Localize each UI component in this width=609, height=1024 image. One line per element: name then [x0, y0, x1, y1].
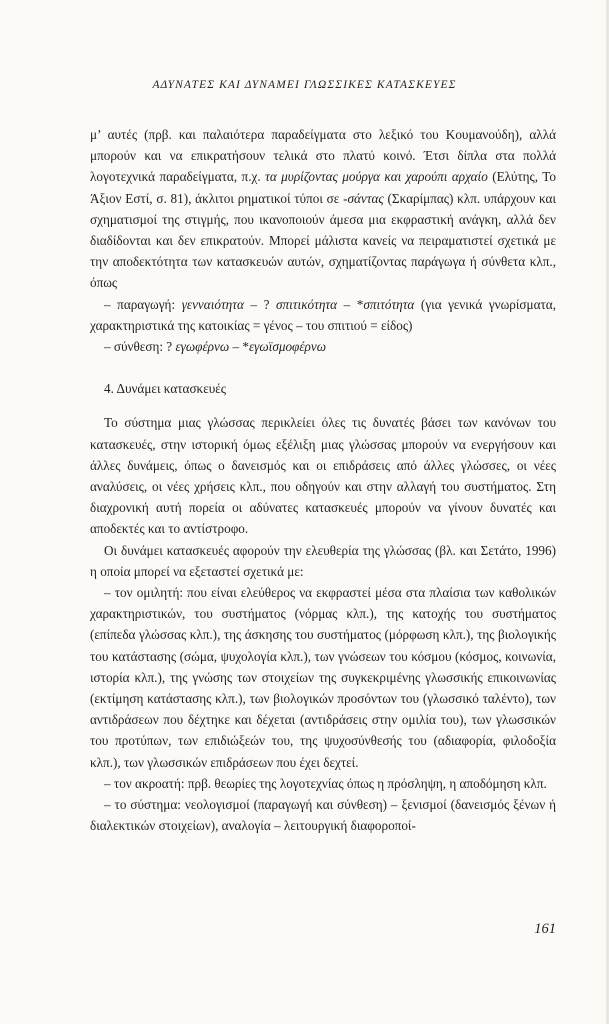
italic-word: γενναιότητα [181, 296, 244, 312]
paragraph-freedom: Οι δυνάμει κατασκευές αφορούν την ελευθερία της γλώσσας (βλ. και Σετάτο, 1996) η οποία μπορεί να εξεταστεί σχετικά με: [90, 542, 556, 579]
italic-quote: τα μυρίζοντας μούργα και χαρούπι αρχαίο [265, 169, 488, 185]
paragraph-system: Το σύστημα μιας γλώσσας περικλείει όλες τις δυνατές βάσει των κανόνων του κατασκευές, στην ιστορική όμως εξέλιξη μιας γλώσσας μπορούν να ενεργήσουν και άλλες δυνάμεις, όπως ο δανεισμός και οι επιδράσεις από άλλες γλώσσες, οι νέες αναλύσεις, οι νέες χρήσεις κλπ., που οδηγούν και στην αλλαγή του συστήματος. Στη διαχρονική αυτή πορεία οι αδύνατες κατασκευές μπορούν να γίνουν δυνατές και αποδεκτές και το αντίστροφο. [90, 415, 556, 537]
running-head: ΑΔΥΝΑΤΕΣ ΚΑΙ ΔΥΝΑΜΕΙ ΓΛΩΣΣΙΚΕΣ ΚΑΤΑΣΚΕΥΕΣ [152, 79, 457, 91]
page-body [90, 124, 556, 837]
example-item-derivation [90, 294, 556, 336]
text-run: – ? [243, 296, 277, 312]
text-run: μ’ αυτές (πρβ. και παλαιότερα παραδείγματα στο λεξικό του Κουμανούδη), αλλά μπορούν και να επικρατήσουν τελικά στο πλατύ κοινό. Έτσι δίπλα στα πολλά λογοτεχνικά παραδείγματα, π.χ. [90, 127, 556, 185]
text-run: (για γενικά γνωρίσματα, χαρακτηριστικά της κατοικίας = γένος – του σπιτιού = είδος) [90, 296, 557, 333]
text-run: – * [229, 339, 249, 355]
italic-word: σπιτότητα [363, 296, 415, 312]
text-run: – σύνθεση: ? [104, 339, 176, 355]
paragraph-continuation [90, 124, 556, 294]
italic-word: σπιτικότητα [276, 296, 338, 312]
text-run: (Ελύτης, Το Άξιον Εστί, σ. 81), άκλιτοι ρηματικοί τύποι σε [90, 169, 556, 206]
example-item-compound [90, 336, 556, 357]
italic-word: εγωϊσμοφέρνω [248, 339, 327, 355]
italic-suffix: -σάντας [343, 190, 384, 206]
italic-word: εγωφέρνω [175, 339, 230, 355]
text-run: – * [337, 296, 364, 312]
page-number: 161 [534, 921, 556, 937]
list-item-system: – το σύστημα: νεολογισμοί (παραγωγή και σύνθεση) – ξενισμοί (δανεισμός ξένων ή διαλεκτικών στοιχείων), αναλογία – λειτουργική διαφοροποί- [90, 797, 556, 834]
text-run: – παραγωγή: [104, 296, 182, 312]
list-item-listener: – τον ακροατή: πρβ. θεωρίες της λογοτεχνίας όπως η πρόσληψη, η αποδόμηση κλπ. [104, 775, 547, 791]
section-heading: 4. Δυνάμει κατασκευές [104, 381, 227, 397]
text-run: (Σκαρίμπας) κλπ. υπάρχουν και σχηματισμοί της στιγμής, που ικανοποιούν άμεσα μια εκφραστική ανάγκη, αλλά δεν διαδίδονται και δεν επικρατούν. Μπορεί μάλιστα κανείς να πειραματιστεί σχετικά με την αποδεκτότητα των κατασκευών αυτών, σχηματίζοντας παράγωγα ή σύνθετα κλπ., όπως [90, 190, 557, 291]
list-item-speaker: – τον ομιλητή: που είναι ελεύθερος να εκφραστεί μέσα στα πλαίσια των καθολικών χαρακτηριστικών, του συστήματος (νόρμας κλπ.), της κατοχής του συστήματος (επίπεδα γλώσσας κλπ.), της άσκησης του συστήματος (μόρφωση κλπ.), της βιολογικής του κατάστασης (σώμα, ψυχολογία κλπ.), των γνώσεων του κόσμου (κόσμος, κοινωνία, ιστορία κλπ.), της γνώσης των στοιχείων της συγκεκριμένης γλωσσικής επικοινωνίας (εκτίμηση κατάστασης κλπ.), των βιολογικών προσόντων του (γλωσσικό ταλέντο), των αντιδράσεων που δέχτηκε και δέχεται (αντιδράσεις στην ομιλία του), των γλωσσικών του προτύπων, των επιδιώξεών του, της ψυχοσύνθεσής του (αδιαφορία, φιλοδοξία κλπ.), των γλωσσικών επιδράσεων που έχει δεχτεί. [90, 585, 556, 770]
